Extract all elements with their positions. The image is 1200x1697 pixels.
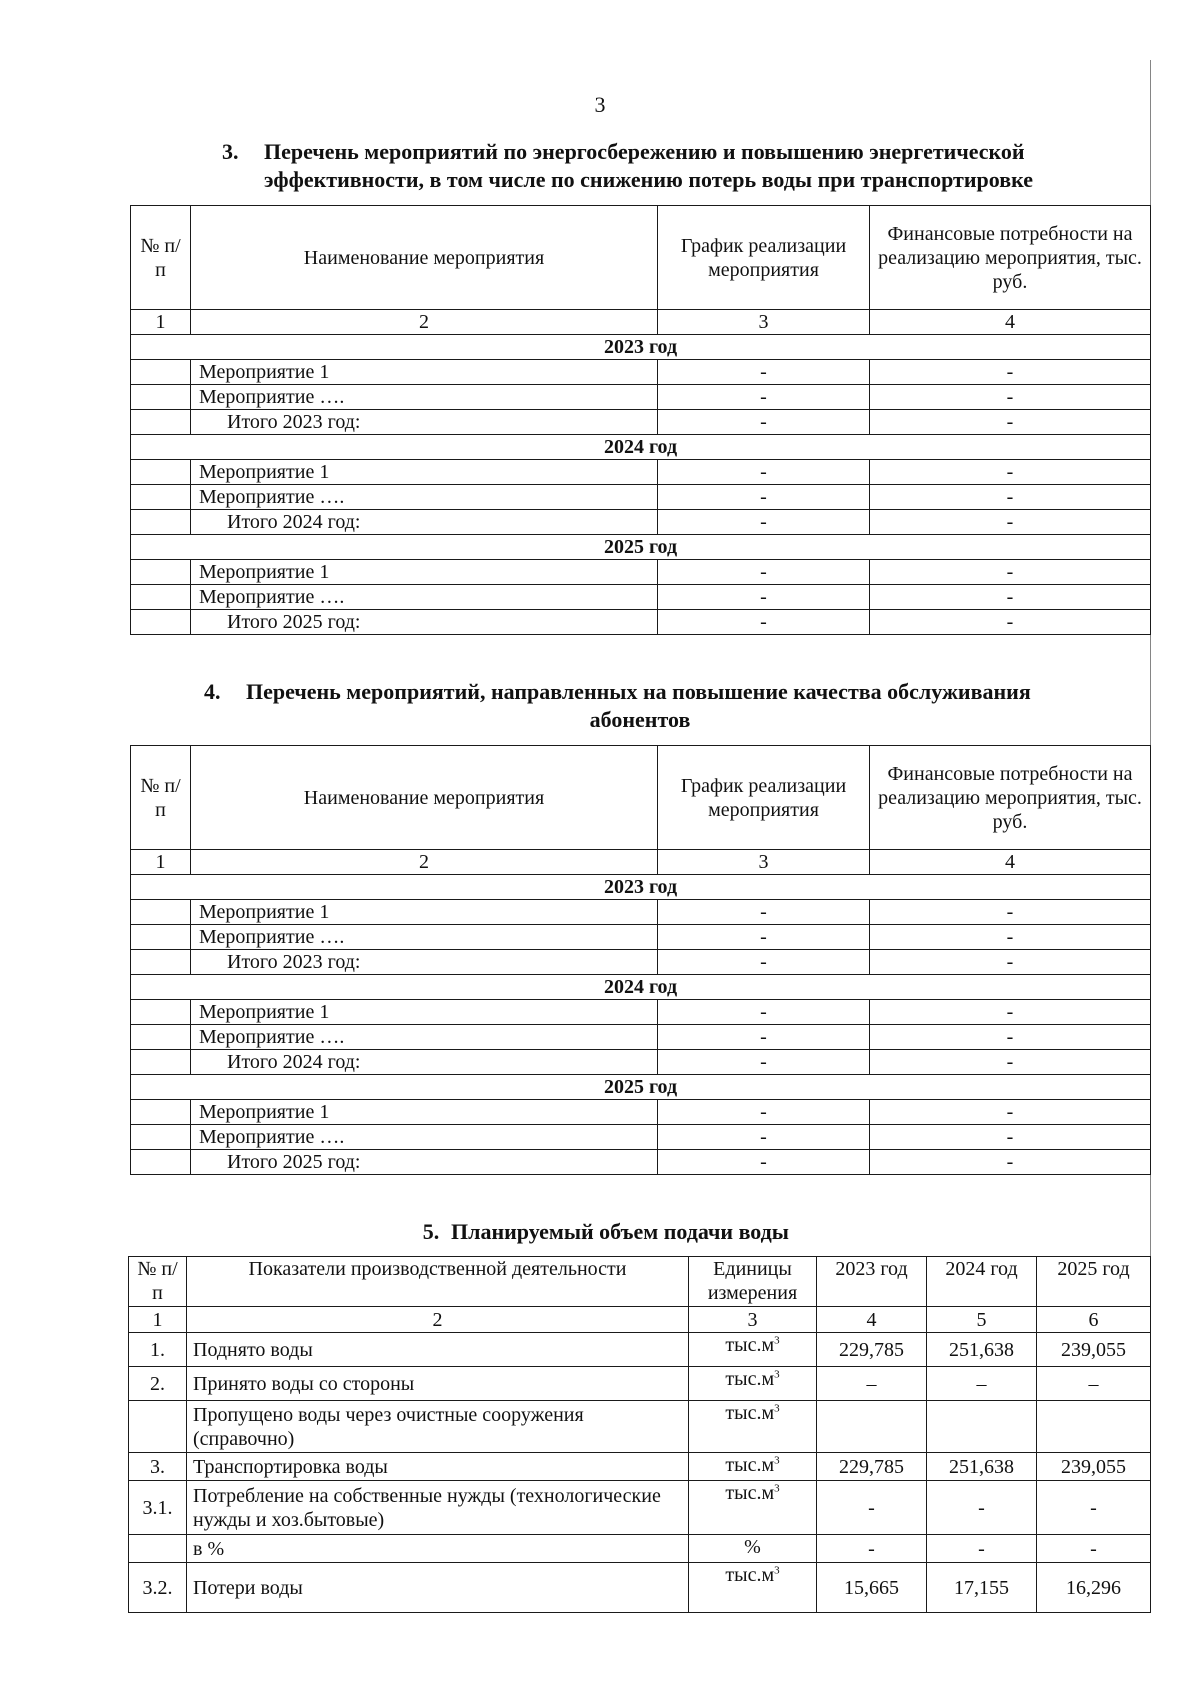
row-number [131,510,191,535]
unit-text: тыс.м [725,1334,775,1356]
row-number [131,1150,191,1175]
measure-name: Мероприятие …. [191,585,658,610]
total-label: Итого 2025 год: [191,610,658,635]
column-number-cell: 4 [817,1307,927,1333]
section-3-title-line1: Перечень мероприятий по энергосбережению и повышению энергетической [264,139,1025,164]
measure-row [131,1025,1151,1050]
value-v2024: 251,638 [927,1333,1037,1367]
total-finance: - [870,1150,1151,1175]
total-label: Итого 2025 год: [191,1150,658,1175]
total-row [131,950,1151,975]
value-v2024: 251,638 [927,1453,1037,1481]
section-3-title-line2: эффективности, в том числе по снижению потерь воды при транспортировке [264,167,1033,192]
total-row [131,1150,1151,1175]
indicator-row [129,1367,1151,1401]
unit-cell [689,1401,817,1453]
row-number [131,1000,191,1025]
unit-exponent: 3 [774,1368,780,1381]
section-4-title-line1: Перечень мероприятий, направленных на повышение качества обслуживания [246,679,1031,704]
unit-exponent: 3 [774,1402,780,1415]
measure-name: Мероприятие 1 [191,360,658,385]
column-number-row [131,850,1151,875]
unit-text: % [744,1536,761,1558]
column-number-cell: 4 [870,310,1151,335]
unit-cell [689,1563,817,1613]
row-number: 3.2. [129,1563,187,1613]
indicator-name: Потери воды [187,1563,689,1613]
measure-name: Мероприятие …. [191,925,658,950]
measure-row [131,585,1151,610]
section-3-table [130,205,1151,635]
total-row [131,410,1151,435]
indicator-name: в % [187,1535,689,1563]
header-row [131,206,1151,310]
column-number-cell: 4 [870,850,1151,875]
total-label: Итого 2024 год: [191,1050,658,1075]
header-cell: График реализации мероприятия [658,206,870,310]
measure-finance: - [870,560,1151,585]
header-cell: 2024 год [927,1257,1037,1307]
value-v2025 [1037,1401,1151,1453]
column-number-cell: 3 [658,310,870,335]
measure-name: Мероприятие 1 [191,560,658,585]
row-number [129,1401,187,1453]
measure-row [131,560,1151,585]
unit-text: тыс.м [725,1368,775,1390]
column-number-cell: 1 [131,850,191,875]
section-4-number: 4. [204,679,221,704]
total-schedule: - [658,1050,870,1075]
total-finance: - [870,610,1151,635]
unit-exponent: 3 [774,1334,780,1347]
unit-cell [689,1333,817,1367]
row-number: 3.1. [129,1481,187,1535]
row-number [131,460,191,485]
measure-finance: - [870,460,1151,485]
total-schedule: - [658,610,870,635]
header-cell: График реализации мероприятия [658,746,870,850]
unit-exponent: 3 [774,1482,780,1495]
measure-row [131,925,1151,950]
unit-exponent: 3 [774,1564,780,1577]
section-5-title [0,1218,1200,1246]
total-schedule: - [658,1150,870,1175]
value-v2024: 17,155 [927,1563,1037,1613]
row-number [131,585,191,610]
total-label: Итого 2024 год: [191,510,658,535]
row-number [131,1100,191,1125]
value-v2025: 239,055 [1037,1333,1151,1367]
section-4-title-line2: абонентов [589,707,691,732]
column-number-row [129,1307,1151,1333]
value-v2024: - [927,1481,1037,1535]
measure-finance: - [870,360,1151,385]
row-number: 3. [129,1453,187,1481]
year-row [131,435,1151,460]
measure-row [131,360,1151,385]
value-v2023: 229,785 [817,1453,927,1481]
measure-row [131,1100,1151,1125]
value-v2025: 239,055 [1037,1453,1151,1481]
total-schedule: - [658,410,870,435]
value-v2024 [927,1401,1037,1453]
measure-schedule: - [658,485,870,510]
header-cell: Финансовые потребности на реализацию мероприятия, тыс. руб. [870,206,1151,310]
row-number: 1. [129,1333,187,1367]
header-cell: № п/п [131,206,191,310]
section-3-number: 3. [222,139,239,164]
column-number-cell: 2 [191,310,658,335]
total-schedule: - [658,950,870,975]
year-label: 2023 год [131,875,1151,900]
measure-row [131,485,1151,510]
column-number-cell: 5 [927,1307,1037,1333]
header-cell: Наименование мероприятия [191,746,658,850]
total-label: Итого 2023 год: [191,950,658,975]
measure-name: Мероприятие …. [191,1125,658,1150]
measure-schedule: - [658,1000,870,1025]
page-number: 3 [594,92,606,117]
indicator-name: Принято воды со стороны [187,1367,689,1401]
total-row [131,610,1151,635]
unit-text: тыс.м [725,1482,775,1504]
header-cell: Финансовые потребности на реализацию мероприятия, тыс. руб. [870,746,1151,850]
column-number-cell: 3 [689,1307,817,1333]
indicator-row [129,1453,1151,1481]
unit-cell [689,1535,817,1563]
value-v2024: - [927,1535,1037,1563]
row-number [131,485,191,510]
measure-schedule: - [658,1125,870,1150]
column-number-cell: 1 [129,1307,187,1333]
column-number-row [131,310,1151,335]
header-row [131,746,1151,850]
row-number [131,385,191,410]
value-v2025: 16,296 [1037,1563,1151,1613]
measure-schedule: - [658,925,870,950]
measure-name: Мероприятие …. [191,385,658,410]
measure-finance: - [870,585,1151,610]
indicator-name: Потребление на собственные нужды (технологические нужды и хоз.бытовые) [187,1481,689,1535]
year-row [131,535,1151,560]
row-number [131,560,191,585]
year-label: 2025 год [131,1075,1151,1100]
header-cell: Наименование мероприятия [191,206,658,310]
year-label: 2023 год [131,335,1151,360]
column-number-cell: 1 [131,310,191,335]
unit-cell [689,1453,817,1481]
section-5-number: 5. [422,1219,440,1244]
total-label: Итого 2023 год: [191,410,658,435]
row-number [129,1535,187,1563]
measure-name: Мероприятие 1 [191,1000,658,1025]
indicator-row [129,1481,1151,1535]
section-5-title-text: Планируемый объем подачи воды [451,1219,789,1244]
total-finance: - [870,410,1151,435]
year-label: 2024 год [131,435,1151,460]
measure-schedule: - [658,560,870,585]
measure-finance: - [870,1025,1151,1050]
header-cell: № п/п [131,746,191,850]
row-number [131,410,191,435]
section-4-table [130,745,1151,1175]
total-row [131,1050,1151,1075]
row-number [131,360,191,385]
measure-schedule: - [658,900,870,925]
indicator-name: Пропущено воды через очистные сооружения (справочно) [187,1401,689,1453]
header-cell: Показатели производственной деятельности [187,1257,689,1307]
header-cell: 2023 год [817,1257,927,1307]
measure-row [131,900,1151,925]
row-number [131,1125,191,1150]
indicator-name: Транспортировка воды [187,1453,689,1481]
column-number-cell: 2 [187,1307,689,1333]
measure-schedule: - [658,385,870,410]
section-4-title [204,678,1031,706]
row-number [131,900,191,925]
value-v2024: – [927,1367,1037,1401]
year-row [131,875,1151,900]
indicator-name: Поднято воды [187,1333,689,1367]
value-v2025: – [1037,1367,1151,1401]
measure-finance: - [870,925,1151,950]
year-row [131,975,1151,1000]
indicator-row [129,1333,1151,1367]
unit-cell [689,1367,817,1401]
value-v2025: - [1037,1481,1151,1535]
year-row [131,335,1151,360]
value-v2023: - [817,1535,927,1563]
row-number [131,950,191,975]
value-v2023: – [817,1367,927,1401]
total-finance: - [870,950,1151,975]
row-number [131,1025,191,1050]
measure-name: Мероприятие 1 [191,900,658,925]
total-row [131,510,1151,535]
measure-finance: - [870,900,1151,925]
measure-name: Мероприятие 1 [191,460,658,485]
measure-name: Мероприятие …. [191,485,658,510]
measure-name: Мероприятие …. [191,1025,658,1050]
measure-finance: - [870,1125,1151,1150]
column-number-cell: 2 [191,850,658,875]
value-v2025: - [1037,1535,1151,1563]
unit-text: тыс.м [725,1402,775,1424]
measure-schedule: - [658,1100,870,1125]
total-finance: - [870,510,1151,535]
column-number-cell: 6 [1037,1307,1151,1333]
year-label: 2024 год [131,975,1151,1000]
unit-text: тыс.м [725,1564,775,1586]
header-row [129,1257,1151,1307]
measure-row [131,385,1151,410]
measure-schedule: - [658,585,870,610]
section-5-table [128,1256,1151,1613]
indicator-row [129,1563,1151,1613]
unit-exponent: 3 [774,1454,780,1467]
total-schedule: - [658,510,870,535]
value-v2023: 15,665 [817,1563,927,1613]
value-v2023: 229,785 [817,1333,927,1367]
year-label: 2025 год [131,535,1151,560]
measure-finance: - [870,1000,1151,1025]
value-v2023 [817,1401,927,1453]
measure-row [131,1125,1151,1150]
indicator-row [129,1401,1151,1453]
unit-text: тыс.м [725,1454,775,1476]
row-number: 2. [129,1367,187,1401]
measure-row [131,1000,1151,1025]
measure-schedule: - [658,1025,870,1050]
year-row [131,1075,1151,1100]
measure-finance: - [870,1100,1151,1125]
row-number [131,610,191,635]
row-number [131,1050,191,1075]
row-number [131,925,191,950]
indicator-row [129,1535,1151,1563]
measure-name: Мероприятие 1 [191,1100,658,1125]
unit-cell [689,1481,817,1535]
measure-finance: - [870,385,1151,410]
section-3-title [222,138,1025,166]
measure-finance: - [870,485,1151,510]
value-v2023: - [817,1481,927,1535]
header-cell: Единицы измерения [689,1257,817,1307]
header-cell: 2025 год [1037,1257,1151,1307]
measure-row [131,460,1151,485]
column-number-cell: 3 [658,850,870,875]
header-cell: № п/п [129,1257,187,1307]
measure-schedule: - [658,360,870,385]
total-finance: - [870,1050,1151,1075]
measure-schedule: - [658,460,870,485]
